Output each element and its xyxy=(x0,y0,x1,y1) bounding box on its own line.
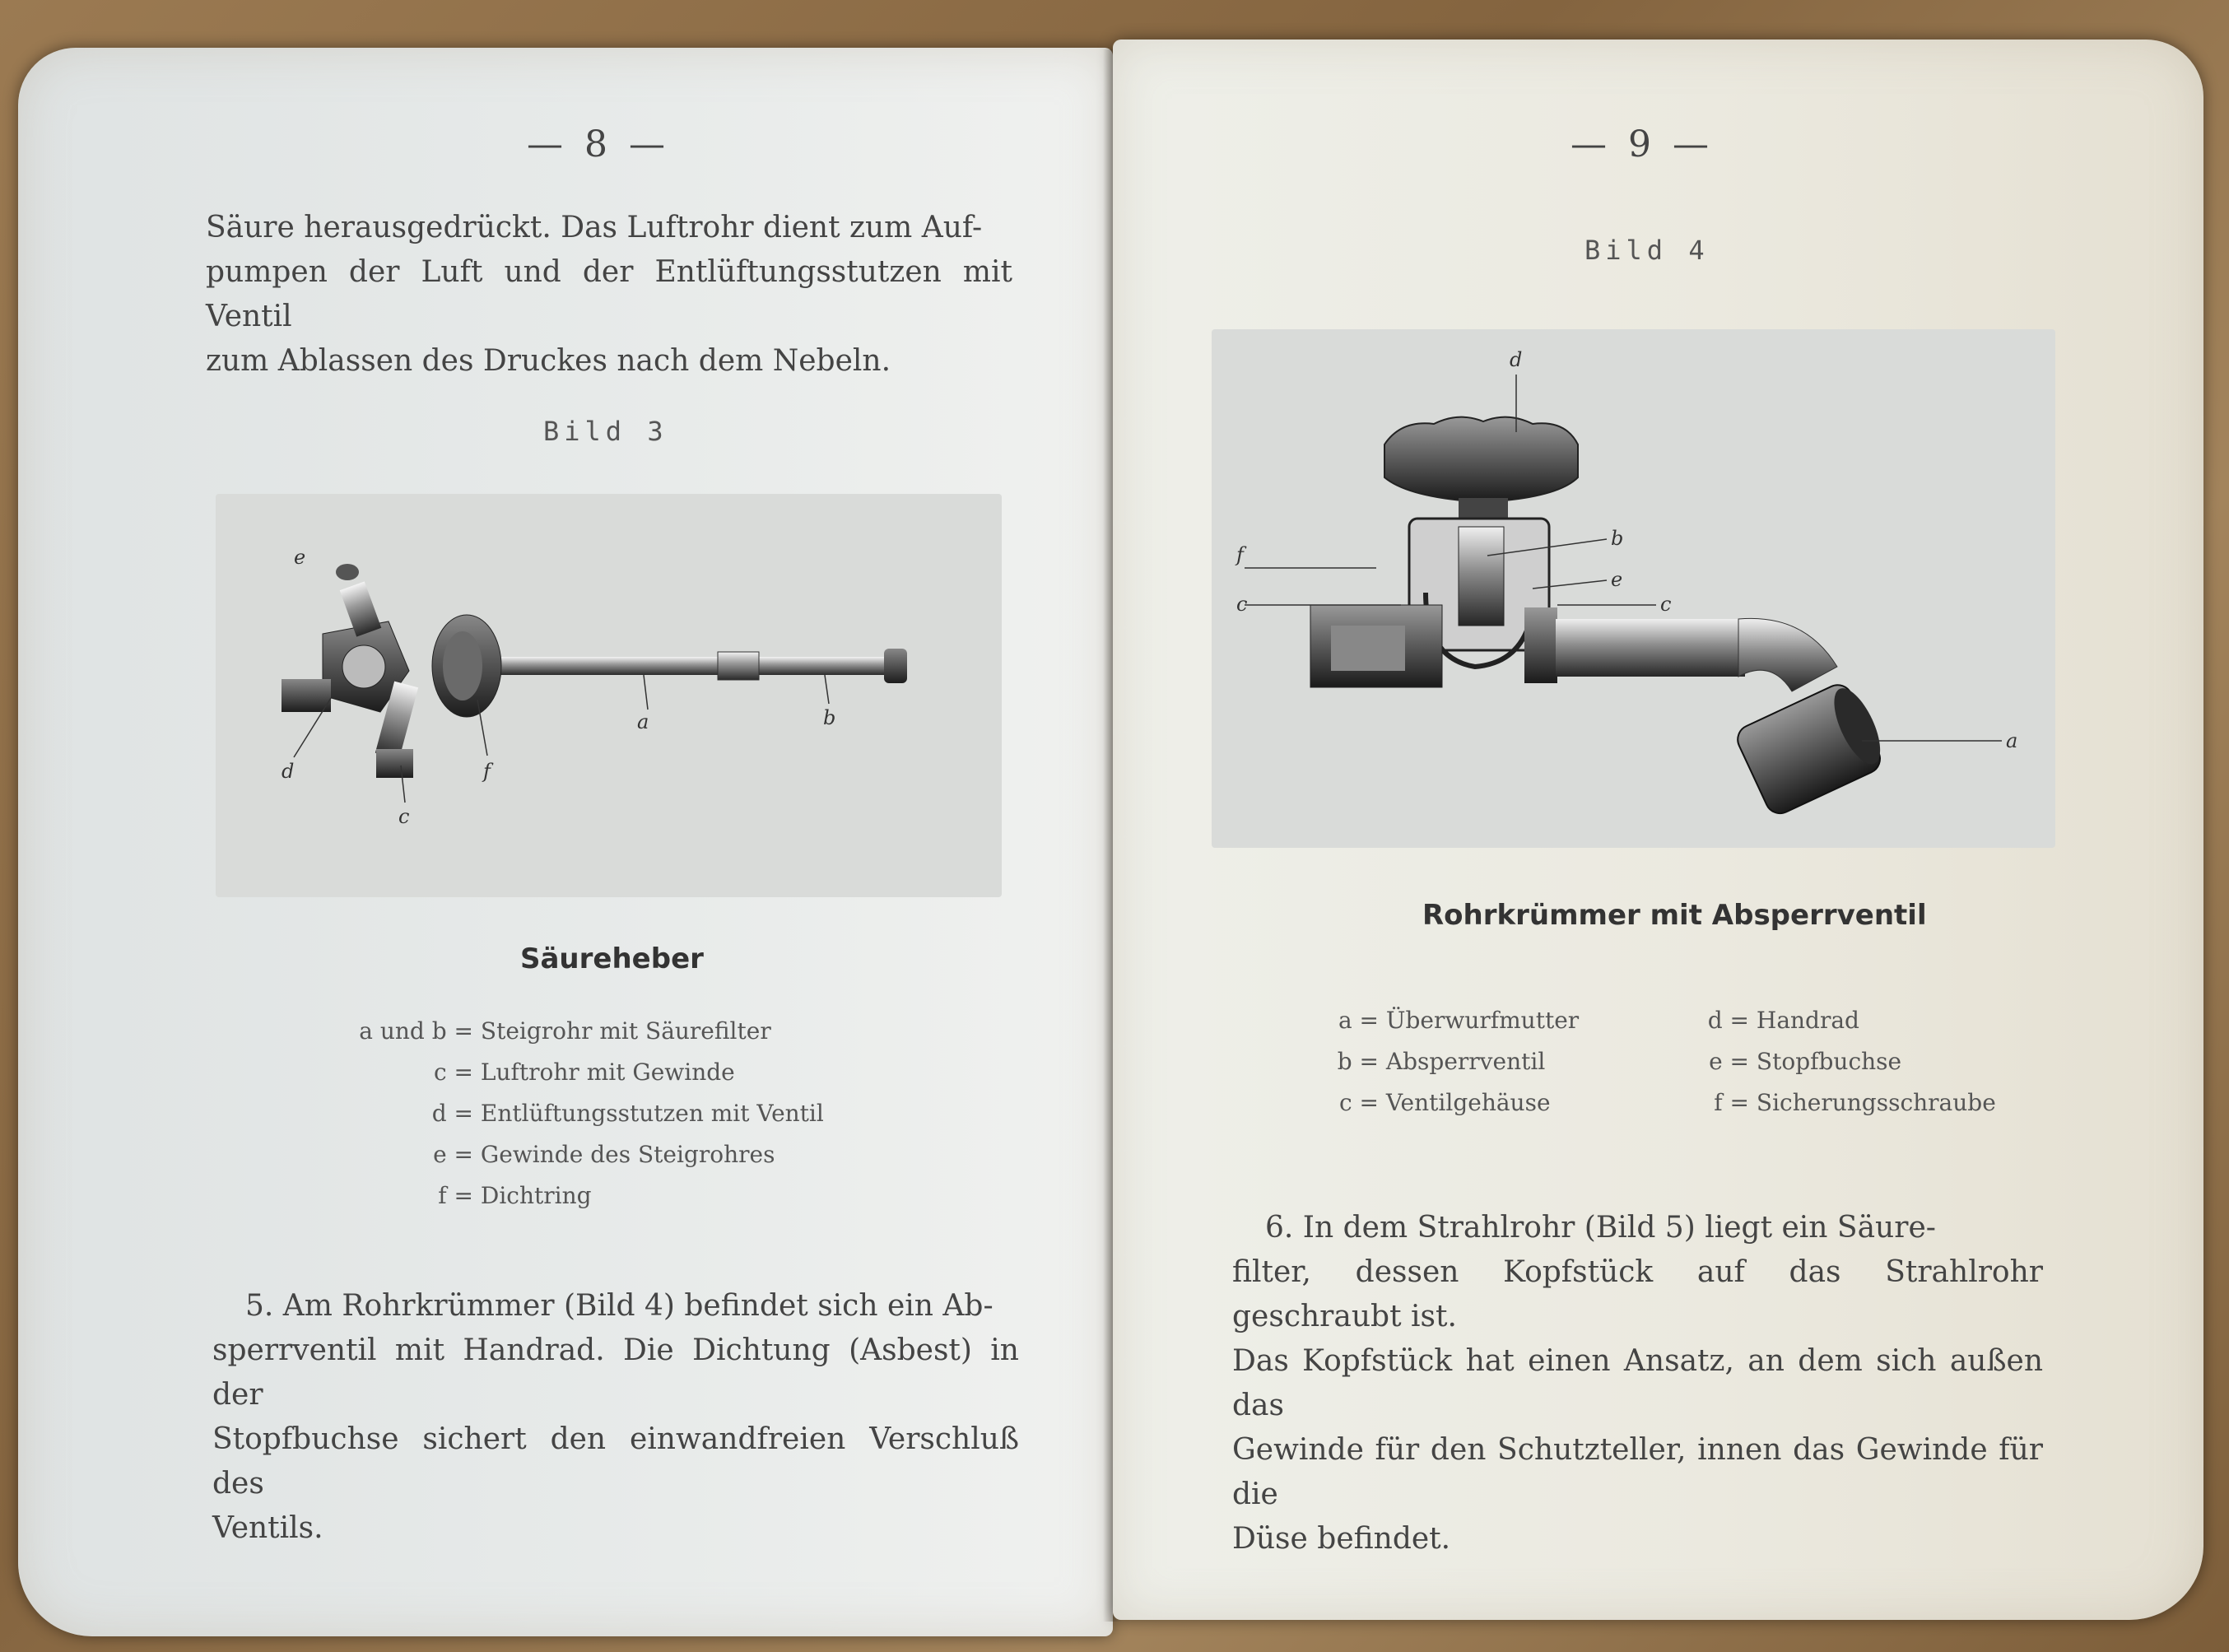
left-intro-text xyxy=(206,206,1012,384)
figure-4-legend-right xyxy=(1679,1000,1996,1124)
callout-c-right: c xyxy=(1660,593,1672,616)
figure-3-label: Bild 3 xyxy=(543,416,668,447)
figure-4-caption: Rohrkrümmer mit Absperrventil xyxy=(1422,899,1927,932)
paragraph-line: 6. In dem Strahlrohr (Bild 5) liegt ein Säure- xyxy=(1265,1211,1936,1245)
callout-f: f xyxy=(483,760,491,783)
left-intro-line: Säure herausgedrückt. Das Luftrohr dient zum Auf- xyxy=(206,211,983,244)
paragraph-line: filter, dessen Kopfstück auf das Strahlrohr geschraubt ist. xyxy=(1232,1255,2043,1333)
figure-3-illustration xyxy=(216,494,1002,897)
callout-b: b xyxy=(1611,527,1624,550)
right-paragraph-6 xyxy=(1232,1206,2043,1561)
legend-value: Entlüftungsstutzen mit Ventil xyxy=(480,1100,824,1127)
figure-4-legend-left xyxy=(1309,1000,1579,1124)
legend-key: d = xyxy=(1707,1007,1749,1034)
legend-row xyxy=(1679,1082,1996,1124)
callout-c: c xyxy=(1236,593,1248,616)
figure-4-illustration xyxy=(1212,329,2055,848)
callout-d: d xyxy=(282,760,295,783)
legend-value: Dichtring xyxy=(480,1182,592,1209)
legend-key: c = xyxy=(433,1059,473,1086)
legend-key: e = xyxy=(1709,1048,1749,1075)
legend-key: e = xyxy=(433,1141,473,1168)
left-paragraph-5 xyxy=(212,1284,1019,1551)
legend-key: a = xyxy=(1338,1007,1379,1034)
legend-key: d = xyxy=(431,1100,473,1127)
paragraph-line: Ventils. xyxy=(212,1511,323,1545)
paragraph-line: Düse befindet. xyxy=(1232,1522,1451,1556)
figure-4-label: Bild 4 xyxy=(1584,235,1710,266)
legend-row xyxy=(1309,1082,1579,1124)
legend-value: Gewinde des Steigrohres xyxy=(480,1141,775,1168)
legend-value: Handrad xyxy=(1756,1007,1859,1034)
callout-b: b xyxy=(823,706,836,729)
left-page-number: — 8 — xyxy=(527,123,670,165)
paragraph-line: sperrventil mit Handrad. Die Dichtung (Asbest) in der xyxy=(212,1333,1019,1412)
legend-row xyxy=(325,1134,824,1175)
right-page-number: — 9 — xyxy=(1571,123,1714,165)
callout-d: d xyxy=(1510,348,1523,371)
legend-row xyxy=(325,1093,824,1134)
pipe-elbow-valve-drawing xyxy=(1212,329,2055,848)
legend-row xyxy=(1679,1041,1996,1082)
legend-key: b = xyxy=(1337,1048,1379,1075)
paragraph-line: Das Kopfstück hat einen Ansatz, an dem sich außen das xyxy=(1232,1344,2043,1422)
legend-value: Sicherungsschraube xyxy=(1756,1089,1996,1116)
legend-row xyxy=(325,1175,824,1217)
paragraph-line: 5. Am Rohrkrümmer (Bild 4) befindet sich ein Ab- xyxy=(245,1289,994,1323)
legend-value: Luftrohr mit Gewinde xyxy=(480,1059,735,1086)
left-intro-line: zum Ablassen des Druckes nach dem Nebeln. xyxy=(206,344,891,378)
legend-value: Steigrohr mit Säurefilter xyxy=(480,1017,771,1045)
figure-3-caption: Säureheber xyxy=(520,942,704,975)
callout-e: e xyxy=(1611,568,1623,591)
legend-value: Ventilgehäuse xyxy=(1385,1089,1551,1116)
left-intro-line: pumpen der Luft und der Entlüftungsstutzen mit Ventil xyxy=(206,255,1012,333)
legend-row xyxy=(1679,1000,1996,1041)
legend-value: Absperrventil xyxy=(1385,1048,1546,1075)
legend-key: f = xyxy=(438,1182,473,1209)
legend-key: c = xyxy=(1338,1089,1379,1116)
legend-key: f = xyxy=(1714,1089,1749,1116)
callout-c: c xyxy=(398,805,410,828)
legend-row xyxy=(325,1011,824,1052)
legend-row xyxy=(1309,1000,1579,1041)
callout-a: a xyxy=(2006,729,2018,752)
paragraph-line: Gewinde für den Schutzteller, innen das Gewinde für die xyxy=(1232,1433,2043,1511)
acid-siphon-drawing xyxy=(216,494,1002,897)
legend-value: Stopfbuchse xyxy=(1756,1048,1902,1075)
callout-f: f xyxy=(1236,543,1244,566)
figure-3-legend xyxy=(325,1011,824,1217)
legend-key: a und b = xyxy=(359,1017,473,1045)
legend-row xyxy=(1309,1041,1579,1082)
callout-e: e xyxy=(294,546,306,569)
paragraph-line: Stopfbuchse sichert den einwandfreien Verschluß des xyxy=(212,1422,1019,1501)
legend-row xyxy=(325,1052,824,1093)
legend-value: Überwurfmutter xyxy=(1385,1007,1580,1034)
callout-a: a xyxy=(637,710,649,733)
